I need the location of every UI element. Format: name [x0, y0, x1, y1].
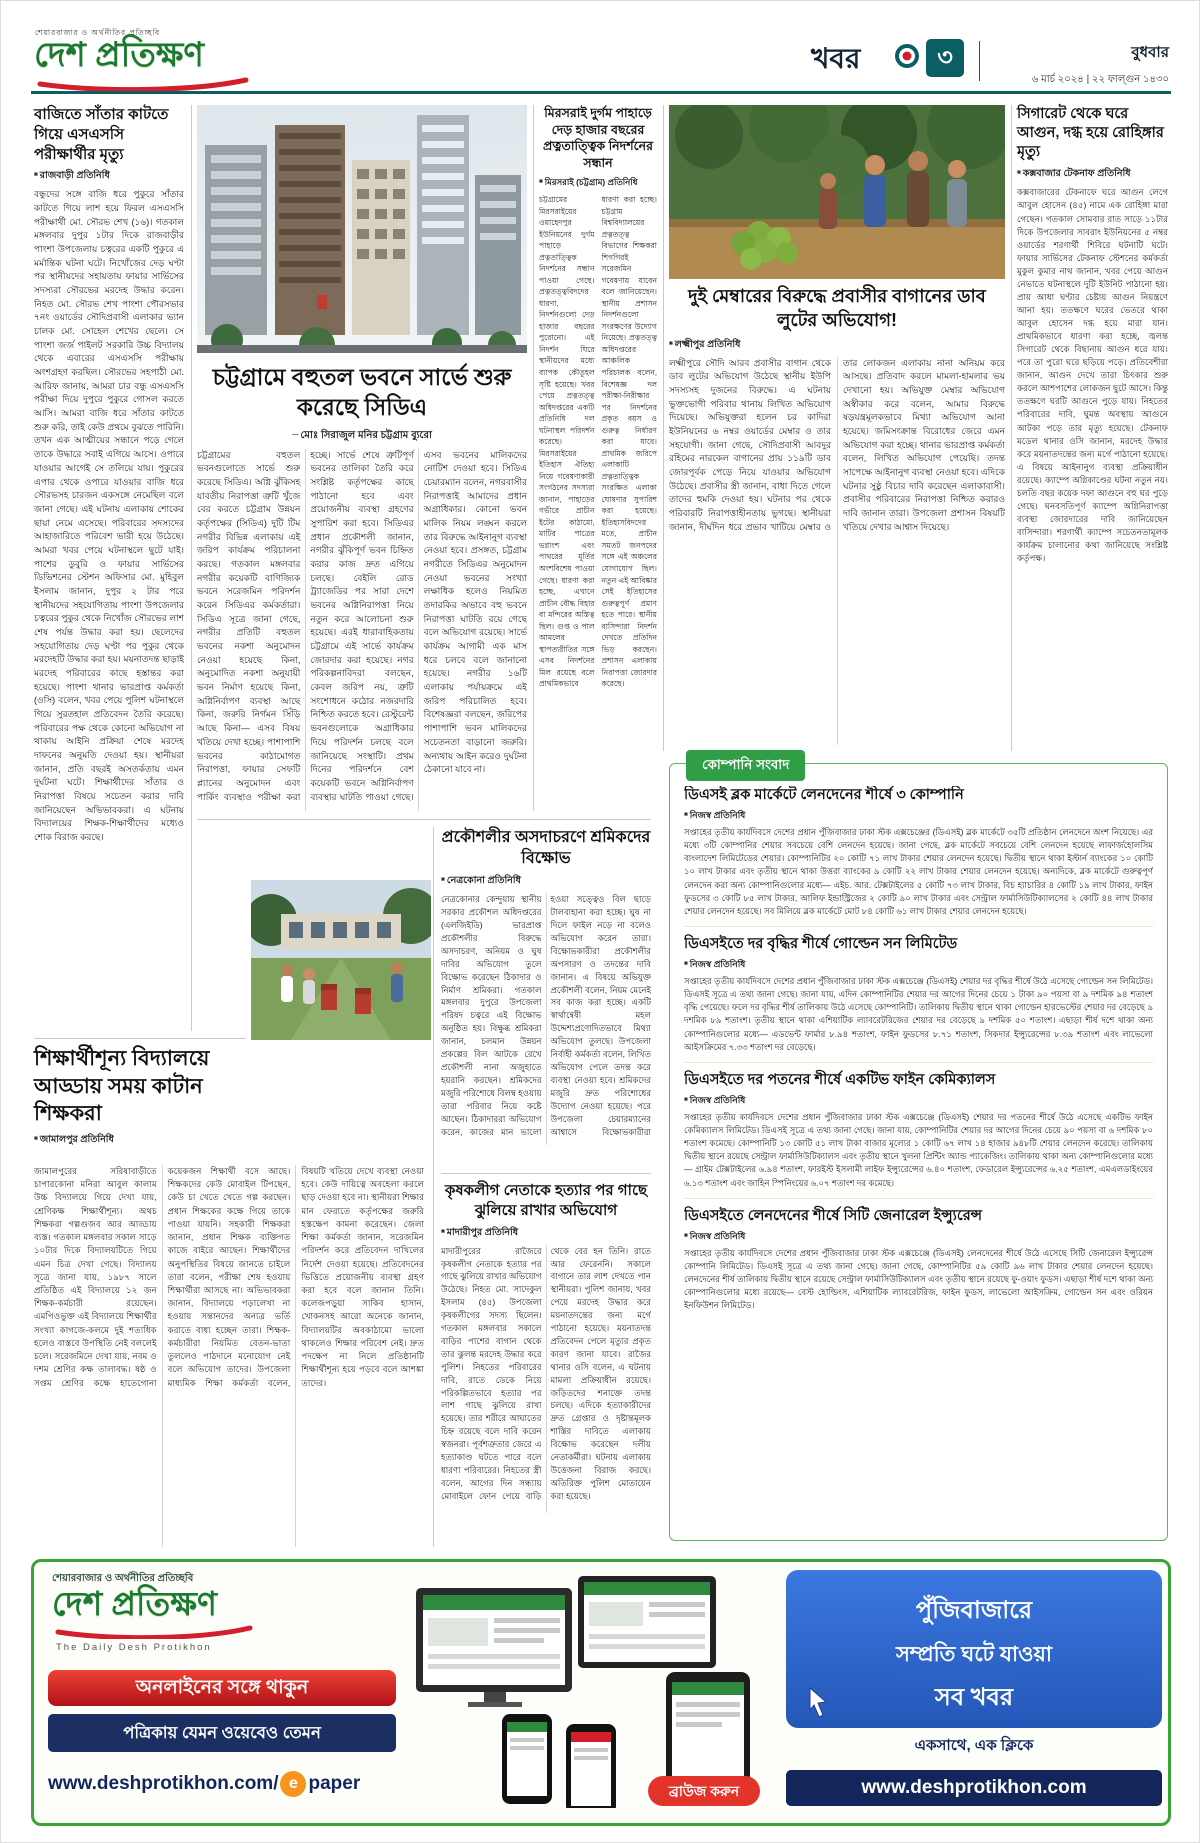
section-label: খবর	[811, 43, 861, 74]
article-cda-survey	[197, 105, 527, 811]
epaper-url-text: www.deshprotikhon.com/	[48, 1773, 279, 1794]
section-rule	[441, 1173, 651, 1174]
article-headline: শিক্ষার্থীশূন্য বিদ্যালয়ে আড্ডায় সময় কাটান শিক্ষকরা	[34, 1047, 210, 1126]
article-body: বন্ধুদের সঙ্গে বাজি ধরে পুকুরে সাঁতার কাটতে গিয়ে লাশ হয়ে ফিরল এসএসসি পরীক্ষার্থী মো. সৌরভ শেখ (১৬)। গতকাল মঙ্গলবার দুপুর ১টার দিকে রাজবাড়ীর পাংশা উপজেলায় চত্বরের একটি পুকুরে এ মর্মান্তিক ঘটনা ঘটে। নিখোঁজের দেড় ঘণ্টা পর স্থানীয়দের সহায়তায় ফায়ার সার্ভিসের সদস্যরা সৌরভের মরদেহ উদ্ধার করেন। নিহত মো. সৌরভ শেখ পাংশা পৌরসভার ৭নং ওয়ার্ডের সৌদিপ্রবাসী এলাকার ভ্যান চালক মো. সোহেল শেখের ছেলে। সে পাংশা জর্জ পাইলট সরকারি উচ্চ বিদ্যালয় থেকে এবারের এসএসসি পরীক্ষায় অংশগ্রহণ করছিল। সৌরভের সহপাঠী মো. আরিফ জানায়, আমরা চার বন্ধু এসএসসি পরীক্ষা দিয়ে দুপুরে পুকুরে গোসল করতে আসি। আমরা বাজি ধরে সাঁতার কাটতে শুরু করি, তাই কেউ প্রথমে বুঝতে পারিনি। তখন এক আত্মীয়ের সন্ধানে পড়ে গেলে তাকে উদ্ধারে সবাই এগিয়ে আসে। ওপারে যাওয়ার আগেই সে তলিয়ে যায়। পুকুরের এপার থেকে ওপারে যাওয়ার বাজি ধরে সৌরভসহ চারজন একসঙ্গে নেমেছিল বলে জানা গেছে। এই ঘটনায় এলাকায় শোকের ছায়া নেমে এসেছে। পরিবারের সদস্যদের আহাজারিতে পরিবেশ ভারী হয়ে উঠেছে। আমরা খবর পেয়ে ঘটনাস্থলে ছুটে যাই। পাশের ডুবুরি ও ফায়ার সার্ভিসের ডিভিশনের স্টেশন অফিসার মো. মুহিবুল ইসলাম জানান, দুপুর ২ টার পরে স্থানীয়দের সহযোগিতায় পাংশা উপজেলার চত্বরের পুকুর থেকে নিখোঁজ সৌরভের লাশ শেষ পর্যন্ত উদ্ধার করা হয়। ছেলেদের সহযোগিতায় দেড় ঘণ্টা পর পুকুর থেকে মরদেহটি উদ্ধার করা হয়। ময়নাতদন্ত ছাড়াই মরদেহ পরিবারের কাছে হস্তান্তর করা হয়েছে। পাংশা থানার ভারপ্রাপ্ত কর্মকর্তা (ওসি) বলেন, খবর পেয়ে পুলিশ ঘটনাস্থলে গিয়ে সুরতহাল প্রতিবেদন তৈরি করেছে। পরিবারের পক্ষ থেকে কোনো অভিযোগ না থাকায় আইনি প্রক্রিয়া শেষে মরদেহ দাফনের অনুমতি দেওয়া হয়। স্থানীয়রা জানান, প্রতি বছরই অসতর্কতায় এমন দুর্ঘটনা ঘটে। শিক্ষার্থীদের সাঁতার ও নিরাপত্তা বিষয়ে সচেতন করার দাবি জানিয়েছেন অভিভাবকরা। এ ঘটনায় বিদ্যালয়ের শিক্ষক-শিক্ষার্থীদের মধ্যেও শোক বিরাজ করছে।	[34, 189, 184, 842]
article-byline: ■ লক্ষ্মীপুর প্রতিনিধি	[669, 338, 1005, 353]
ad-banner-web: পত্রিকায় যেমন ওয়েবেও তেমন	[48, 1714, 396, 1752]
hand-cursor-icon	[802, 1686, 832, 1720]
article-daab-loot	[669, 285, 1005, 745]
devices-collage	[406, 1572, 770, 1808]
article-headline: ডিএসইতে লেনদেনের শীর্ষে সিটি জেনারেল ইন্স্যুরেন্স	[684, 1207, 983, 1224]
section-rule	[197, 819, 651, 820]
article-byline: ■ নিজস্ব প্রতিনিধি	[684, 1229, 1153, 1244]
article-byline: ■ নেত্রকোনা প্রতিনিধি	[441, 874, 651, 889]
page-number: ৩	[926, 39, 964, 77]
header-date	[989, 41, 1169, 89]
article-rohingya-fire	[1017, 105, 1168, 744]
article-drowning	[34, 105, 184, 1016]
newspaper-logo	[34, 37, 264, 89]
article-headline: ডিএসই ব্লক মার্কেটে লেনদেনের শীর্ষে ৩ কোম্পানি	[684, 787, 964, 803]
weekday: বুধবার	[1131, 44, 1169, 61]
ad-blue-line1: পুঁজিবাজারে	[915, 1597, 1033, 1624]
article-body: লক্ষ্মীপুরে সৌদি আরব প্রবাসীর বাগান থেকে ডাব লুটের অভিযোগ উঠেছে স্থানীয় ইউপি সদস্যসহ দুজনের বিরুদ্ধে। এ ঘটনায় ভুক্তভোগী পরিবার থানায় লিখিত অভিযোগ দিয়েছে। অভিযুক্তরা হলেন চর কাদিরা ইউনিয়নের ৬ নম্বর ওয়ার্ডের মেম্বার ও তার সহযোগী। জানা গেছে, সৌদিপ্রবাসী আবদুর রহিমের নারকেল বাগানের প্রায় ১১৯টি ডাব জোরপূর্বক পেড়ে নিয়ে যাওয়ার অভিযোগ উঠেছে। প্রবাসীর স্ত্রী জানান, বাধা দিতে গেলে তাদের হুমকি দেওয়া হয়। ঘটনার পর থেকে পরিবারটি নিরাপত্তাহীনতায় ভুগছে। স্থানীয়রা জানান, দীর্ঘদিন ধরে প্রভাব খাটিয়ে মেম্বার ও তার লোকজন এলাকায় নানা অনিয়ম করে আসছে। প্রতিবাদ করলে মামলা-হামলার ভয় দেখানো হয়। অভিযুক্ত মেম্বার অভিযোগ অস্বীকার করে বলেন, আমার বিরুদ্ধে ষড়যন্ত্রমূলকভাবে মিথ্যা অভিযোগ আনা হয়েছে। জমিসংক্রান্ত বিরোধের জেরে এমন অভিযোগ করা হচ্ছে। থানার ভারপ্রাপ্ত কর্মকর্তা বলেন, লিখিত অভিযোগ পেয়েছি। তদন্ত সাপেক্ষে আইনানুগ ব্যবস্থা নেওয়া হবে। এদিকে ঘটনার সুষ্ঠু বিচার দাবি করেছেন এলাকাবাসী। প্রবাসীর পরিবারের নিরাপত্তা নিশ্চিত করারও দাবি জানান তারা। উপজেলা প্রশাসন বিষয়টি খতিয়ে দেখার আশ্বাস দিয়েছে।	[669, 357, 1005, 532]
company-news-tab: কোম্পানি সংবাদ	[686, 750, 805, 781]
header-divider	[979, 41, 980, 81]
article-byline: ■ মাদারীপুর প্রতিনিধি	[441, 1226, 651, 1241]
article-headline: মিরসরাই দুর্গম পাহাড়ে দেড় হাজার বছরের প্রত্নতাত্ত্বিক নিদর্শনের সন্ধান	[543, 106, 653, 170]
article-body: সপ্তাহের তৃতীয় কার্যদিবসে দেশের প্রধান পুঁজিবাজার ঢাকা স্টক এক্সচেঞ্জে (ডিএসই) লেনদেনের শীর্ষে উঠে এসেছে সিটি জেনারেল ইন্স্যুরেন্স কোম্পানি লিমিটেড। ডিএসই সূত্রে এ তথ্য জানা গেছে। জানা গেছে, কোম্পানিটির ৫৯ কোটি ৯৬ লাখ টাকার শেয়ার লেনদেন হয়েছে। লেনদেনের শীর্ষ তালিকায় দ্বিতীয় স্থানে রয়েছে সেন্ট্রাল ফার্মাসিউটিক্যালস এবং তৃতীয় স্থানে রয়েছে ফু-ওয়াং ফুডস। এছাড়া শীর্ষ দশে থাকা অন্য কোম্পানিগুলোর মধ্যে রয়েছে— বেস্ট হোল্ডিংস, এশিয়াটিক ল্যাবরেটরিজ, ফাইন ফুডস, লাভেলো আইসক্রিম, গোল্ডেন সন এবং ওরিয়ন ইনফিউশন লিমিটেড।	[684, 1247, 1153, 1311]
article-body: সপ্তাহের তৃতীয় কার্যদিবসে দেশের প্রধান পুঁজিবাজার ঢাকা স্টক এক্সচেঞ্জে (ডিএসই) শেয়ার দর পতনের শীর্ষে উঠে এসেছে একটিভ ফাইন কেমিক্যালস লিমিটেড। ডিএসই সূত্রে এ তথ্য জানা গেছে। জানা যায়, কোম্পানিটির শেয়ার দর আগের দিনের চেয়ে ৯০ পয়সা বা ৬ দশমিক ৮০ শতাংশ কমেছে। কোম্পানিটি ১৩ কোটি ৫১ লাখ টাকা বাজার মূল্যের ১ কোটি ৬৭ লাখ ১৪ হাজার ৯৪৮টি শেয়ার লেনদেন করেছে। তালিকায় দ্বিতীয় স্থানে রয়েছে সেন্ট্রাল ফার্মাসিউটিক্যালস এবং তৃতীয় স্থানে খুলনা প্রিন্টিং অ্যান্ড প্যাকেজিং। তালিকায় থাকা অন্য কোম্পানিগুলোর মধ্যে— গ্রাইম টেক্সটাইলের ৬.৯৪ শতাংশ, ফারইস্ট ইসলামী লাইফ ইন্স্যুরেন্সের ৬.৪০ শতাংশ, ফেডারেল ইন্স্যুরেন্সের ৬.২৫ শতাংশ, এমএলডাইংয়ের ৬.১৩ শতাংশ এবং জাহিন স্পিনিংয়ের ৬.০৭ শতাংশ দর কমেছে।	[684, 1111, 1153, 1188]
epaper-url-link[interactable]	[48, 1764, 396, 1804]
ad-blue-line3: সব খবর	[934, 1684, 1014, 1711]
epaper-e-icon: e	[280, 1771, 306, 1797]
column-rule	[663, 105, 664, 751]
article-body: মাদারীপুরের রাজৈরে কৃষকলীগ নেতাকে হত্যার পর গাছে ঝুলিয়ে রাখার অভিযোগ উঠেছে। নিহত মো. সাদেকুল ইসলাম (৪৫) উপজেলা কৃষকলীগের সদস্য ছিলেন। গতকাল মঙ্গলবার সকালে বাড়ির পাশের বাগান থেকে তার ঝুলন্ত মরদেহ উদ্ধার করে পুলিশ। নিহতের পরিবারের দাবি, রাতে ডেকে নিয়ে পরিকল্পিতভাবে হত্যার পর লাশ গাছে ঝুলিয়ে রাখা হয়েছে। তার শরীরে আঘাতের চিহ্ন রয়েছে বলে দাবি করেন স্বজনরা। পূর্বশত্রুতার জেরে এ হত্যাকাণ্ড ঘটতে পারে বলে ধারণা পরিবারের। নিহতের স্ত্রী বলেন, আগের দিন সন্ধ্যায় মোবাইলে ফোন পেয়ে বাড়ি থেকে বের হন তিনি। রাতে আর ফেরেননি। সকালে বাগানে তার লাশ দেখতে পান স্থানীয়রা। পুলিশ জানায়, খবর পেয়ে মরদেহ উদ্ধার করে ময়নাতদন্তের জন্য মর্গে পাঠানো হয়েছে। ময়নাতদন্ত প্রতিবেদন পেলে মৃত্যুর প্রকৃত কারণ জানা যাবে। রাজৈর থানার ওসি বলেন, এ ঘটনায় মামলা প্রক্রিয়াধীন রয়েছে। জড়িতদের শনাক্তে তদন্ত চলছে। এদিকে হত্যাকারীদের দ্রুত গ্রেপ্তার ও দৃষ্টান্তমূলক শাস্তির দাবিতে এলাকায় বিক্ষোভ করেছেন দলীয় নেতাকর্মীরা। ঘটনায় এলাকায় উত্তেজনা বিরাজ করছে। অতিরিক্ত পুলিশ মোতায়েন করা হয়েছে।	[441, 1245, 651, 1501]
article-headline: প্রকৌশলীর অসদাচরণে শ্রমিকদের বিক্ষোভ	[441, 829, 651, 868]
ad-logo-text: দেশ প্রতিক্ষণ	[52, 1585, 217, 1622]
epaper-url-suffix: paper	[308, 1773, 361, 1794]
header-rule	[31, 91, 1171, 94]
article-byline: ■ নিজস্ব প্রতিনিধি	[684, 1093, 1153, 1108]
company-news-item	[684, 1207, 1153, 1321]
article-byline: ■ নিজস্ব প্রতিনিধি	[684, 808, 1153, 823]
article-school	[34, 1165, 424, 1547]
article-krishak-league	[441, 1181, 651, 1513]
ad-tagline: শেয়ারবাজার ও অর্থনীতির প্রতিচ্ছবি	[52, 1573, 194, 1584]
article-byline: ■ নিজস্ব প্রতিনিধি	[684, 957, 1153, 972]
column-rule	[191, 105, 192, 1031]
article-headline: চট্টগ্রামে বহুতল ভবনে সার্ভে শুরু করেছে সিডিএ	[212, 364, 512, 421]
company-news-item	[684, 786, 1153, 927]
self-promo-advertisement	[31, 1559, 1171, 1826]
article-headline: বাজিতে সাঁতার কাটতে গিয়ে এসএসসি পরীক্ষার্থীর মৃত্যু	[34, 106, 169, 163]
article-byline: ■ মিরসরাই (চট্টগ্রাম) প্রতিনিধি	[539, 176, 657, 190]
article-body: সপ্তাহের তৃতীয় কার্যদিবসে দেশের প্রধান পুঁজিবাজার ঢাকা স্টক এক্সচেঞ্জের (ডিএসই) ব্লক মার্কেটে ৩৫টি প্রতিষ্ঠান লেনদেনে অংশ নিয়েছে। এর মধ্যে ৩টি কোম্পানির শেয়ার সবচেয়ে বেশি লেনদেন হয়েছে। জানা গেছে, ব্লক মার্কেটে সবচেয়ে বেশি লেনদেন হয়েছে লাফার্জহোলসিম বাংলাদেশ লিমিটেডের শেয়ার। কোম্পানিটির ২০ কোটি ৭১ লাখ টাকার শেয়ার লেনদেন হয়েছে। দ্বিতীয় স্থানে থাকা ইস্টার্ন ব্যাংকের ১০ কোটি ১০ লাখ টাকার এবং তৃতীয় স্থানে থাকা উত্তরা ব্যাংকের ৯ কোটি ২২ লাখ টাকার শেয়ার লেনদেন হয়েছে। অন্যদিকে, ব্লক মার্কেটে গুরুত্বপূর্ণ লেনদেন করা অন্য কোম্পানিগুলোর মধ্যে— এইচ. আর. টেক্সটাইলের ৫ কোটি ৭৩ লাখ টাকার, বিচ হ্যাচারির ৪ কোটি ১৯ লাখ টাকার, ফাইন ফুডসের ৩ কোটি ৮৫ লাখ টাকার, আলিফ ইন্ডাস্ট্রিজের ২ কোটি ৯০ লাখ টাকার এবং সেন্ট্রাল ফার্মাসিউটিক্যালসের ২ কোটি ৪৪ লাখ টাকার শেয়ার লেনদেন হয়েছে। সব মিলিয়ে ব্লক মার্কেটে মোট ৮৪ কোটি ৬১ লাখ টাকার শেয়ার লেনদেন হয়েছে।	[684, 826, 1153, 916]
ad-banner-online: অনলাইনের সঙ্গে থাকুন	[48, 1670, 396, 1706]
ad-logo-subtitle: The Daily Desh Protikhon	[56, 1642, 212, 1653]
column-rule	[433, 827, 434, 1547]
article-byline: ■ রাজবাড়ী প্রতিনিধি	[34, 169, 184, 184]
article-headline: দুই মেম্বারের বিরুদ্ধে প্রবাসীর বাগানের ডাব লুটের অভিযোগ!	[688, 286, 986, 330]
article-school-headline-block	[34, 1045, 246, 1152]
date-line: ৬ মার্চ ২০২৪ | ২২ ফাল্গুন ১৪৩০	[1031, 74, 1169, 85]
masthead-emblem-icon	[894, 43, 920, 69]
article-mirsarai	[539, 105, 657, 794]
logo-swoosh-icon	[36, 77, 251, 91]
company-news-item	[684, 935, 1153, 1063]
article-body: চট্টগ্রামের বহুতল ভবনগুলোতে সার্ভে শুরু করেছে সিডিএ। অগ্নি ঝুঁকিসহ যাবতীয় নিরাপত্তা ত্রুটি খুঁজে বের করতে চট্টগ্রাম উন্নয়ন কর্তৃপক্ষের (সিডিএ) দুটি টিম নগরীর বিভিন্ন এলাকায় এই জরিপ কার্যক্রম পরিচালনা করছে। গতকাল মঙ্গলবার নগরীর কয়েকটি বাণিজ্যিক ভবনে সরেজমিন পরিদর্শন করেন সিডিএর কর্মকর্তারা। সিডিএ সূত্রে জানা গেছে, নগরীর প্রতিটি বহুতল ভবনের নকশা অনুমোদন নেওয়া হয়েছে কিনা, অনুমোদিত নকশা অনুযায়ী ভবন নির্মাণ হয়েছে কিনা, অগ্নিনির্বাপণ ব্যবস্থা আছে কিনা, জরুরি নির্গমন সিঁড়ি আছে কিনা— এসব বিষয় খতিয়ে দেখা হচ্ছে। পাশাপাশি ভবনের কাঠামোগত নিরাপত্তা, ফায়ার সেফটি প্ল্যানের অনুমোদন এবং পার্কিং ব্যবস্থাও পরীক্ষা করা হচ্ছে। সার্ভে শেষে ত্রুটিপূর্ণ ভবনের তালিকা তৈরি করে সংশ্লিষ্ট কর্তৃপক্ষের কাছে পাঠানো হবে এবং প্রয়োজনীয় ব্যবস্থা গ্রহণের সুপারিশ করা হবে। সিডিএর প্রধান প্রকৌশলী জানান, নগরীর ঝুঁকিপূর্ণ ভবন চিহ্নিত করার কাজ দ্রুত এগিয়ে চলছে। বেইলি রোড ট্র্যাজেডির পর সারা দেশে ভবনের অগ্নিনিরাপত্তা নিয়ে নতুন করে আলোচনা শুরু হয়েছে। এরই ধারাবাহিকতায় চট্টগ্রামে এই সার্ভে কার্যক্রম জোরদার করা হয়েছে। নগর পরিকল্পনাবিদরা বলছেন, কেবল জরিপ নয়, ত্রুটি সংশোধনে কঠোর নজরদারি নিশ্চিত করতে হবে। রেস্টুরেন্ট ভবনগুলোকে অগ্রাধিকার দিয়ে পরিদর্শন চলছে বলে জানিয়েছে সংস্থাটি। প্রথম দিনের পরিদর্শনে বেশ কয়েকটি ভবনে অগ্নিনির্বাপণ ব্যবস্থার ঘাটতি পাওয়া গেছে। এসব ভবনের মালিকদের নোটিশ দেওয়া হবে। সিডিএ চেয়ারম্যান বলেন, নগরবাসীর নিরাপত্তাই আমাদের প্রধান অগ্রাধিকার। কোনো ভবন মালিক নিয়ম লঙ্ঘন করলে তার বিরুদ্ধে আইনানুগ ব্যবস্থা নেওয়া হবে। প্রসঙ্গত, চট্টগ্রাম নগরীতে সিডিএর অনুমোদন নেওয়া ভবনের সংখ্যা লক্ষাধিক হলেও নিয়মিত তদারকির অভাবে বহু ভবনে নিরাপত্তা ঘাটতি রয়ে গেছে বলে অভিযোগ রয়েছে। সার্ভে কার্যক্রম আগামী এক মাস ধরে চলবে বলে জানানো হয়েছে। নগরীর ১৬টি এলাকায় পর্যায়ক্রমে এই জরিপ পরিচালিত হবে। বিশেষজ্ঞরা বলছেন, জরিপের পাশাপাশি ভবন মালিকদের সচেতনতা বাড়ানো জরুরি। অন্যথায় আইন করেও দুর্ঘটনা ঠেকানো যাবে না।	[197, 449, 527, 802]
school-yard-photo	[251, 880, 431, 1040]
ad-blue-line2: সম্প্রতি ঘটে যাওয়া	[895, 1643, 1053, 1666]
one-click-caption: একসাথে, এক ক্লিকে	[914, 1737, 1034, 1754]
article-body: জামালপুরের সরিষাবাড়ীতে চাপারকোনা মনিরা আবুল কালাম উচ্চ বিদ্যালয়ে গিয়ে দেখা যায়, শ্রেণিকক্ষ শিক্ষার্থীশূন্য। অথচ শিক্ষকরা গল্পগুজব আর আড্ডায় ব্যস্ত। গতকাল মঙ্গলবার সকাল সাড়ে ১০টার দিকে বিদ্যালয়টিতে গিয়ে এমন চিত্র দেখা গেছে। বিদ্যালয় সূত্রে জানা যায়, ১৯৮৭ সালে প্রতিষ্ঠিত এই বিদ্যালয়ে ১২ জন শিক্ষক-কর্মচারী রয়েছেন। এমপিওভুক্ত এই বিদ্যালয়ে শিক্ষার্থীর সংখ্যা কাগজে-কলমে দুই শতাধিক হলেও বাস্তবে উপস্থিতি নেই বললেই চলে। সরেজমিনে দেখা যায়, নবম ও দশম শ্রেণির কক্ষ তালাবদ্ধ। ষষ্ঠ ও সপ্তম শ্রেণির কক্ষে হাতেগোনা কয়েকজন শিক্ষার্থী বসে আছে। শিক্ষকদের কেউ মোবাইল টিপছেন, কেউ চা খেতে খেতে গল্প করছেন। প্রধান শিক্ষকের কক্ষে গিয়ে তাকে পাওয়া যায়নি। সহকারী শিক্ষকরা জানান, প্রধান শিক্ষক ব্যক্তিগত কাজে বাইরে আছেন। শিক্ষার্থীদের অনুপস্থিতির বিষয়ে জানতে চাইলে তারা বলেন, পরীক্ষা শেষ হওয়ায় শিক্ষার্থীরা আসছে না। অভিভাবকরা জানান, বিদ্যালয়ে পড়ালেখা না হওয়ায় সন্তানদের অন্যত্র ভর্তি করাতে বাধ্য হচ্ছেন তারা। শিক্ষক-কর্মচারীরা নিয়মিত বেতন-ভাতা তুললেও পাঠদানে মনোযোগ নেই বলে অভিযোগ তাদের। উপজেলা মাধ্যমিক শিক্ষা কর্মকর্তা বলেন, বিষয়টি খতিয়ে দেখে ব্যবস্থা নেওয়া হবে। কেউ দায়িত্বে অবহেলা করলে ছাড় দেওয়া হবে না। স্থানীয়রা শিক্ষার মান ফেরাতে কর্তৃপক্ষের জরুরি হস্তক্ষেপ কামনা করেছেন। জেলা শিক্ষা কর্মকর্তা জানান, সরেজমিন পরিদর্শন করে প্রতিবেদন দাখিলের নির্দেশ দেওয়া হয়েছে। প্রতিবেদনের ভিত্তিতে প্রয়োজনীয় ব্যবস্থা গ্রহণ করা হবে বলে জানান তিনি। কলেজপড়ুয়া সাকিব হাসান, খোকনসহ আরো অনেকে জানান, বিদ্যালয়টির অবকাঠামো ভালো থাকলেও শিক্ষার পরিবেশ নেই। দ্রুত পদক্ষেপ না নিলে প্রতিষ্ঠানটি শিক্ষার্থীশূন্য হয়ে পড়বে বলে আশঙ্কা তাদের।	[34, 1166, 424, 1388]
company-news-list	[684, 786, 1153, 1532]
column-rule	[1011, 105, 1012, 751]
article-headline: ডিএসইতে দর পতনের শীর্ষে একটিভ ফাইন কেমিক্যালস	[684, 1071, 996, 1088]
article-byline: — মোঃ সিরাজুল মনির চট্টগ্রাম ব্যুরো	[197, 428, 527, 445]
company-news-section	[669, 757, 1168, 1541]
ad-newspaper-logo	[52, 1586, 392, 1666]
company-news-item	[684, 1071, 1153, 1199]
website-url-link[interactable]: www.deshprotikhon.com	[786, 1770, 1162, 1806]
section-rule	[34, 1038, 246, 1039]
article-byline: ■ কক্সবাজার টেকনাফ প্রতিনিধি	[1017, 167, 1168, 182]
article-engineer-protest	[441, 827, 651, 1145]
ad-blue-box	[786, 1570, 1162, 1728]
article-body: নেত্রকোনার কেন্দুয়ায় স্থানীয় সরকার প্রকৌশল অধিদপ্তরের (এলজিইডি) ভারপ্রাপ্ত প্রকৌশলীর বিরুদ্ধে অসদাচরণ, অনিয়ম ও ঘুষ দাবির অভিযোগ তুলে বিক্ষোভ করেছেন ঠিকাদার ও নির্মাণ শ্রমিকরা। গতকাল মঙ্গলবার দুপুরে উপজেলা পরিষদ চত্বরে এই বিক্ষোভ অনুষ্ঠিত হয়। বিক্ষুব্ধ শ্রমিকরা জানান, চলমান উন্নয়ন প্রকল্পের বিল আটকে রেখে প্রকৌশলী নানা অজুহাতে হয়রানি করছেন। শ্রমিকদের মজুরি পরিশোধে বিলম্ব হওয়ায় তারা পরিবার নিয়ে কষ্টে আছেন। ঠিকাদাররা অভিযোগ করেন, কাজের মান ভালো হওয়া সত্ত্বেও বিল ছাড়ে টালবাহানা করা হচ্ছে। ঘুষ না দিলে ফাইল নড়ে না বলেও অভিযোগ করেন তারা। বিক্ষোভকারীরা প্রকৌশলীর অপসারণ ও তদন্তের দাবি জানান। এ বিষয়ে অভিযুক্ত প্রকৌশলী বলেন, নিয়ম মেনেই সব কাজ করা হচ্ছে। একটি স্বার্থান্বেষী মহল উদ্দেশ্যপ্রণোদিতভাবে মিথ্যা অভিযোগ তুলছে। উপজেলা নির্বাহী কর্মকর্তা বলেন, লিখিত অভিযোগ পেলে তদন্ত করে ব্যবস্থা নেওয়া হবে। শ্রমিকদের মজুরি দ্রুত পরিশোধের উদ্যোগ নেওয়া হয়েছে। পরে উপজেলা চেয়ারম্যানের আশ্বাসে বিক্ষোভকারীরা	[441, 894, 651, 1137]
logo-swoosh-icon	[54, 1625, 254, 1639]
article-body: চট্টগ্রামের মিরসরাইয়ের ওয়াহেদপুর ইউনিয়নের দুর্গম পাহাড়ে প্রত্নতাত্ত্বিক নিদর্শনের সন্ধান পাওয়া গেছে। প্রত্নতত্ত্ববিদদের ধারণা, নিদর্শনগুলো দেড় হাজার বছরের পুরোনো। এই নিদর্শন ঘিরে স্থানীয়দের মধ্যে ব্যাপক কৌতূহল সৃষ্টি হয়েছে। খবর পেয়ে প্রত্নতত্ত্ব অধিদপ্তরের একটি প্রতিনিধি দল ঘটনাস্থল পরিদর্শন করেছে। মিরসরাইয়ের ইতিহাস ঐতিহ্য নিয়ে গবেষণাকারী সংগঠনের সদস্যরা জানান, পাহাড়ের গভীরে প্রাচীন ইটের কাঠামো, মাটির পাত্রের ভগ্নাংশ এবং পাথরের মূর্তির অংশবিশেষ পাওয়া গেছে। ধারণা করা হচ্ছে, এখানে প্রাচীন বৌদ্ধ বিহার বা মন্দিরের অস্তিত্ব ছিল। গুপ্ত ও পাল আমলের স্থাপত্যরীতির সঙ্গে এসব নিদর্শনের মিল রয়েছে বলে প্রাথমিকভাবে ধারণা করা হচ্ছে। চট্টগ্রাম বিশ্ববিদ্যালয়ের প্রত্নতত্ত্ব বিভাগের শিক্ষকরা শিগগিরই সরেজমিন গবেষণায় যাবেন বলে জানিয়েছেন। স্থানীয় প্রশাসন নিদর্শনগুলো সংরক্ষণের উদ্যোগ নিয়েছে। প্রত্নতত্ত্ব অধিদপ্তরের আঞ্চলিক পরিচালক বলেন, বিশেষজ্ঞ দল পরীক্ষা-নিরীক্ষার পর নিদর্শনের প্রকৃত বয়স ও গুরুত্ব নির্ধারণ করা যাবে। প্রাথমিক জরিপে এলাকাটি প্রত্নতাত্ত্বিক সংরক্ষিত এলাকা ঘোষণার সুপারিশ করা হয়েছে। ইতিহাসবিদদের মতে, প্রাচীন সমতট জনপদের সঙ্গে এই অঞ্চলের যোগাযোগ ছিল। নতুন এই আবিষ্কার সেই ইতিহাসের গুরুত্বপূর্ণ প্রমাণ হতে পারে। স্থানীয় বাসিন্দারা নিদর্শন দেখতে প্রতিদিন ভিড় করছেন। প্রশাসন এলাকায় নিরাপত্তা জোরদার করেছে।	[539, 195, 657, 689]
article-headline: কৃষকলীগ নেতাকে হত্যার পর গাছে ঝুলিয়ে রাখার অভিযোগ	[444, 1182, 648, 1219]
article-headline: ডিএসইতে দর বৃদ্ধির শীর্ষে গোল্ডেন সন লিমিটেড	[684, 936, 958, 953]
city-buildings-photo	[197, 105, 527, 353]
browse-button[interactable]: ব্রাউজ করুন	[648, 1776, 760, 1806]
article-headline: সিগারেট থেকে ঘরে আগুন, দগ্ধ হয়ে রোহিঙ্গার মৃত্যু	[1017, 106, 1164, 161]
masthead-tagline: শেয়ারবাজার ও অর্থনীতির প্রতিচ্ছবি	[35, 28, 160, 37]
newspaper-logo-text: দেশ প্রতিক্ষণ	[34, 36, 204, 74]
column-rule	[533, 105, 534, 811]
article-byline: ■ জামালপুর প্রতিনিধি	[34, 1133, 246, 1148]
article-body: সপ্তাহের তৃতীয় কার্যদিবসে দেশের প্রধান পুঁজিবাজার ঢাকা স্টক এক্সচেঞ্জে (ডিএসই) শেয়ার দর বৃদ্ধির শীর্ষে উঠে এসেছে গোল্ডেন সন লিমিটেড। ডিএসই সূত্রে এ তথ্য জানা গেছে। জানা যায়, এদিন কোম্পানিটির শেয়ার দর আগের দিনের চেয়ে ১ টাকা ৯০ পয়সা বা ৯ দশমিক ৯৪ শতাংশ বৃদ্ধি পেয়েছে। ফলে দর বৃদ্ধির শীর্ষ তালিকায় উঠে এসেছে কোম্পানিটি। তালিকায় দ্বিতীয় স্থানে থাকা গোল্ডেন হারভেস্টের শেয়ার দর বেড়েছে ৯ দশমিক ৮৯ শতাংশ। তৃতীয় স্থানে থাকা এশিয়াটিক ল্যাবরেটরিজের শেয়ার দর বেড়েছে ৯ দশমিক ৫০ শতাংশ। এছাড়া শীর্ষ দশে থাকা অন্য কোম্পানিগুলোর মধ্যে— এডভেন্ট ফার্মার ৮.৯৪ শতাংশ, ফাইন ফুডসের ৮.৭১ শতাংশ, সিকদার ইন্স্যুরেন্সের ৮.৩৯ শতাংশ এবং লাভেলো আইসক্রিমের ৭.৩৩ শতাংশ দর বেড়েছে।	[684, 975, 1153, 1052]
article-body: কক্সবাজারের টেকনাফে ঘরে আগুন লেগে আবুল হোসেন (৪৫) নামে এক রোহিঙ্গা মারা গেছেন। গতকাল সোমবার রাত সাড়ে ১১টার দিকে উপজেলার সাবরাং ইউনিয়নের ৫ নম্বর ওয়ার্ডের শরণার্থী শিবিরে ঘটনাটি ঘটে। ফায়ার সার্ভিসের টেকনাফ স্টেশনের কর্মকর্তা মুকুল কুমার নাথ জানান, খবর পেয়ে আগুন নেভাতে ঘটনাস্থলে দুটি ইউনিট পাঠানো হয়। প্রায় আধা ঘণ্টার চেষ্টায় আগুন নিয়ন্ত্রণে আনা হয়। ততক্ষণে ঘরের ভেতরে থাকা আবুল হোসেন দগ্ধ হয়ে মারা যান। প্রাথমিকভাবে ধারণা করা হচ্ছে, জ্বলন্ত সিগারেট থেকে বিছানায় আগুন ধরে যায়। পরে তা পুরো ঘরে ছড়িয়ে পড়ে। প্রতিবেশীরা জানান, আগুন দেখে তারা চিৎকার শুরু করলে আশপাশের লোকজন ছুটে আসে। কিন্তু ততক্ষণে ঘরটি আগুনে পুড়ে যায়। নিহতের পরিবারের দাবি, ঘুমন্ত অবস্থায় আগুনে আটকা পড়ে তার মৃত্যু হয়েছে। টেকনাফ মডেল থানার ওসি জানান, মরদেহ উদ্ধার করে ময়নাতদন্তের জন্য মর্গে পাঠানো হয়েছে। এ বিষয়ে আইনানুগ ব্যবস্থা প্রক্রিয়াধীন রয়েছে। ক্যাম্পে অগ্নিকাণ্ডের ঘটনা নতুন নয়। চলতি বছর কয়েক দফা আগুনে বহু ঘর পুড়ে গেছে। ঘনবসতিপূর্ণ ক্যাম্পে অগ্নিনিরাপত্তা ব্যবস্থা জোরদারের দাবি জানিয়েছেন বাসিন্দারা। শরণার্থী ক্যাম্পে সচেতনতামূলক কার্যক্রম চালানোর কথা জানিয়েছে সংশ্লিষ্ট কর্তৃপক্ষ।	[1017, 187, 1168, 564]
coconut-garden-photo	[669, 105, 1005, 279]
